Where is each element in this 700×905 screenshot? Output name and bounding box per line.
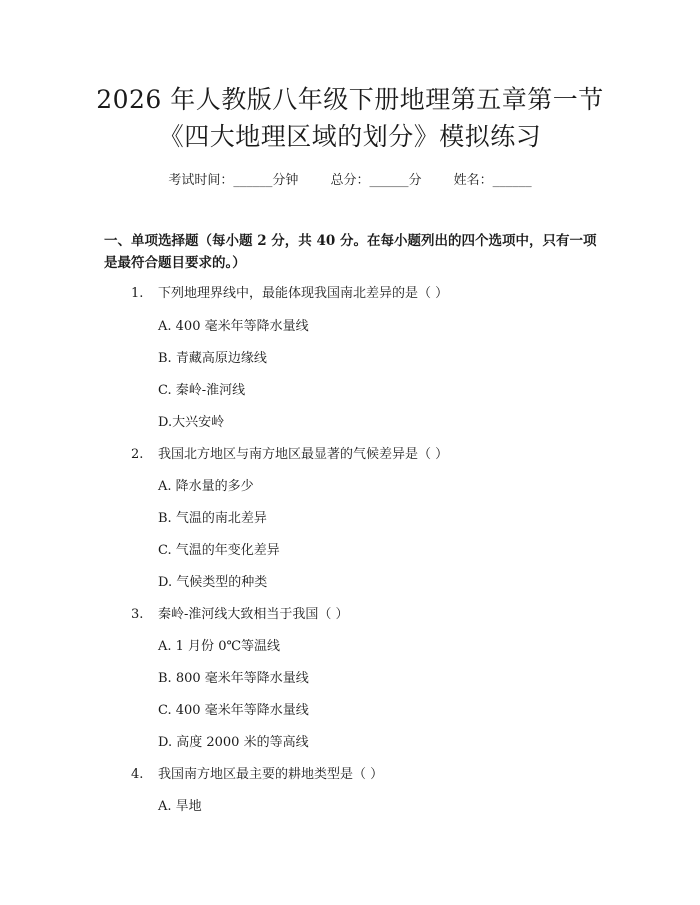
- exam-info: [0, 169, 700, 188]
- question-1-option-c: C. 秦岭-淮河线: [158, 383, 246, 398]
- student-name-field: 姓名：______: [453, 173, 532, 188]
- question-stem: 下列地理界线中，最能体现我国南北差异的是（ ）: [158, 286, 449, 301]
- question-2-option-a: A. 降水量的多少: [158, 479, 254, 494]
- total-score-field: 总分：______分: [330, 173, 422, 188]
- question-1-option-b: B. 青藏高原边缘线: [158, 351, 267, 366]
- question-4-option-a: A. 旱地: [158, 799, 202, 814]
- section-heading-line1: 一、单项选择题（每小题 2 分，共 40 分。在每小题列出的四个选项中，只有一项: [104, 233, 597, 249]
- exam-time-field: 考试时间：______分钟: [168, 173, 299, 188]
- question-2: [131, 443, 448, 462]
- question-1-option-d: D.大兴安岭: [158, 415, 225, 430]
- question-number: 2.: [131, 447, 144, 462]
- question-stem: 秦岭-淮河线大致相当于我国（ ）: [158, 607, 349, 622]
- question-2-option-c: C. 气温的年变化差异: [158, 543, 280, 558]
- section-heading: [104, 230, 604, 274]
- document-title-line2: 《四大地理区域的划分》模拟练习: [158, 122, 542, 151]
- question-1-option-a: A. 400 毫米年等降水量线: [158, 319, 309, 334]
- question-stem: 我国北方地区与南方地区最显著的气候差异是（ ）: [158, 447, 449, 462]
- question-3: [131, 603, 349, 622]
- section-heading-line2: 是最符合题目要求的。）: [104, 255, 246, 271]
- question-2-option-b: B. 气温的南北差异: [158, 511, 267, 526]
- question-stem: 我国南方地区最主要的耕地类型是（ ）: [158, 767, 384, 782]
- question-3-option-d: D. 高度 2000 米的等高线: [158, 735, 309, 750]
- question-4: [131, 763, 383, 782]
- question-3-option-a: A. 1 月份 0℃等温线: [158, 639, 281, 654]
- question-2-option-d: D. 气候类型的种类: [158, 575, 268, 590]
- question-1: [131, 282, 448, 301]
- question-number: 3.: [131, 607, 144, 622]
- question-number: 1.: [131, 286, 144, 301]
- question-number: 4.: [131, 767, 144, 782]
- question-3-option-b: B. 800 毫米年等降水量线: [158, 671, 309, 686]
- question-3-option-c: C. 400 毫米年等降水量线: [158, 703, 309, 718]
- document-title-line1: 2026 年人教版八年级下册地理第五章第一节: [96, 85, 604, 114]
